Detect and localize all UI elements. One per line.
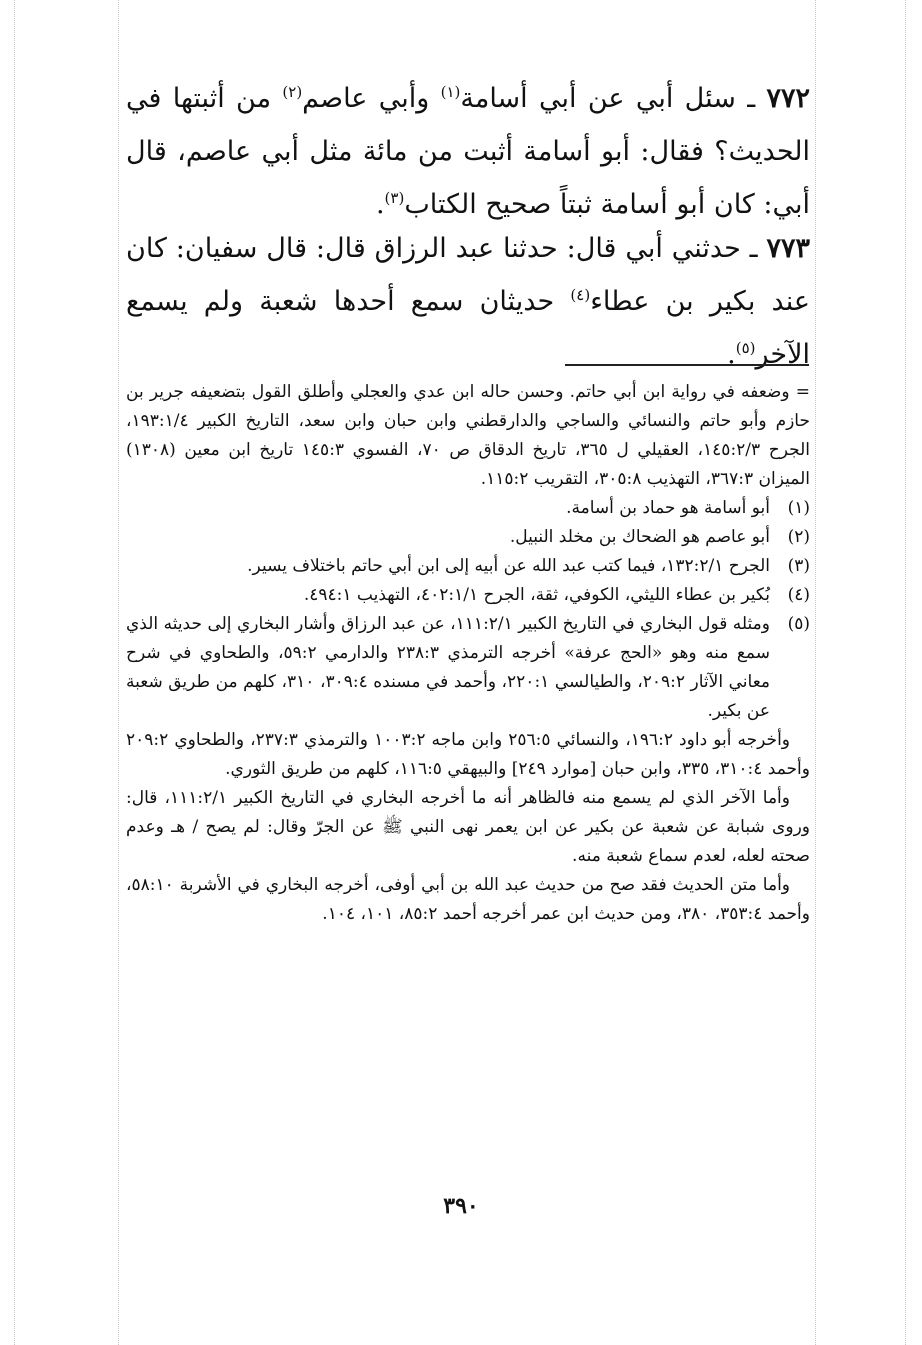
entry-text: وأبي عاصم bbox=[302, 83, 441, 114]
entry-text: . bbox=[375, 189, 385, 220]
footnote-label: (٣) bbox=[787, 556, 810, 576]
footnote-text: بُكير بن عطاء الليثي، الكوفي، ثقة، الجرح ٤٠٢:١/١، التهذيب ٤٩٤:١. bbox=[303, 585, 770, 605]
footnote-3 bbox=[126, 552, 810, 581]
footnote-text: الجرح ١٣٢:٢/١، فيما كتب عبد الله عن أبيه إلى ابن أبي حاتم باختلاف يسير. bbox=[247, 556, 770, 576]
footnote-ref: (٣) bbox=[384, 189, 405, 207]
footnote-paragraph: وأما الآخر الذي لم يسمع منه فالظاهر أنه ما أخرجه البخاري في التاريخ الكبير ١١١:٢/١، قال: وروى شبابة عن شعبة عن بكير عن ابن يعمر نهى النبي ﷺ عن الجرّ وقال: لم يصح / هـ وعدم صحته لعله، لعدم سماع شعبة منه. bbox=[126, 788, 810, 866]
footnote-label: (٥) bbox=[787, 614, 810, 634]
footnote-ref: (٤) bbox=[570, 286, 591, 304]
footnote-ref: (٢) bbox=[282, 83, 303, 101]
entry-number: ٧٧٣ bbox=[766, 233, 810, 264]
page-number: ٣٩٠ bbox=[443, 1193, 479, 1219]
margin-guide bbox=[815, 0, 816, 1345]
footnote-text: أبو أسامة هو حماد بن أسامة. bbox=[566, 498, 770, 518]
footnote-ref: (٥) bbox=[735, 339, 756, 357]
footnote-1 bbox=[126, 494, 810, 523]
footnote-label: (١) bbox=[787, 498, 810, 518]
entry-text: ـ سئل أبي عن أبي أسامة bbox=[460, 83, 756, 114]
entry-number: ٧٧٢ bbox=[766, 83, 810, 114]
margin-guide bbox=[905, 0, 906, 1345]
entry-text: حديثان سمع أحدها شعبة ولم يسمع الآخر bbox=[126, 286, 810, 370]
margin-guide bbox=[118, 0, 119, 1345]
entry-text: ـ حدثني أبي قال: حدثنا عبد الرزاق قال: قال سفيان: كان عند بكير بن عطاء bbox=[126, 233, 810, 317]
footnote-2 bbox=[126, 523, 810, 552]
footnote-paragraph: وأما متن الحديث فقد صح من حديث عبد الله بن أبي أوفى، أخرجه البخاري في الأشربة ٥٨:١٠، وأحمد ٣٥٣:٤، ٣٨٠، ومن حديث ابن عمر أخرجه أحمد ٨٥:٢، ١٠١، ١٠٤. bbox=[126, 875, 810, 924]
footnote-text: أبو عاصم هو الضحاك بن مخلد النبيل. bbox=[509, 527, 770, 547]
entry-773 bbox=[126, 222, 810, 381]
footnote-label: (٤) bbox=[787, 585, 810, 605]
footnote-text: ومثله قول البخاري في التاريخ الكبير ١١١:٢/١، عن عبد الرزاق وأشار البخاري إلى حديثه الذي سمع منه وهو «الحج عرفة» أخرجه الترمذي ٢٣٨:٣ والدارمي ٥٩:٢، والطحاوي في شرح معاني الآثار ٢٠٩:٢، والطيالسي ٢٢٠:١، وأحمد في مسنده ٣٠٩:٤، ٣١٠، كلهم من طريق شعبة عن بكير. bbox=[126, 614, 770, 721]
footnote-4 bbox=[126, 581, 810, 610]
entry-text: من أثبتها في الحديث؟ فقال: أبو أسامة أثبت من مائة مثل أبي عاصم، قال أبي: كان أبو أسامة ثبتاً صحيح الكتاب bbox=[126, 83, 810, 220]
footnote-5 bbox=[126, 610, 810, 726]
footnote-ref: (١) bbox=[440, 83, 461, 101]
margin-guide bbox=[14, 0, 15, 1345]
entry-772 bbox=[126, 72, 810, 231]
footnote-continuation: = وضعفه في رواية ابن أبي حاتم. وحسن حاله ابن عدي والعجلي وأطلق القول بتضعيفه جرير بن حازم وأبو حاتم والنسائي والساجي والدارقطني وابن حبان وابن سعد، التاريخ الكبير ١٩٣:١/٤، الجرح ١٤٥:٢/٣، العقيلي ل ٣٦٥، تاريخ الدقاق ص ٧٠، الفسوي ١٤٥:٣ تاريخ ابن معين (١٣٠٨) الميزان ٣٦٧:٣، التهذيب ٣٠٥:٨، التقريب ١١٥:٢. bbox=[126, 382, 810, 489]
entry-text: . bbox=[727, 339, 736, 370]
footnote-label: (٢) bbox=[787, 527, 810, 547]
footnote-paragraph: وأخرجه أبو داود ١٩٦:٢، والنسائي ٢٥٦:٥ وابن ماجه ١٠٠٣:٢ والترمذي ٢٣٧:٣، والطحاوي ٢٠٩:٢ وأحمد ٣١٠:٤، ٣٣٥، وابن حبان [موارد ٢٤٩] والبيهقي ١١٦:٥، كلهم من طريق الثوري. bbox=[126, 730, 810, 779]
footnotes bbox=[126, 378, 810, 929]
footnote-separator bbox=[565, 364, 809, 366]
